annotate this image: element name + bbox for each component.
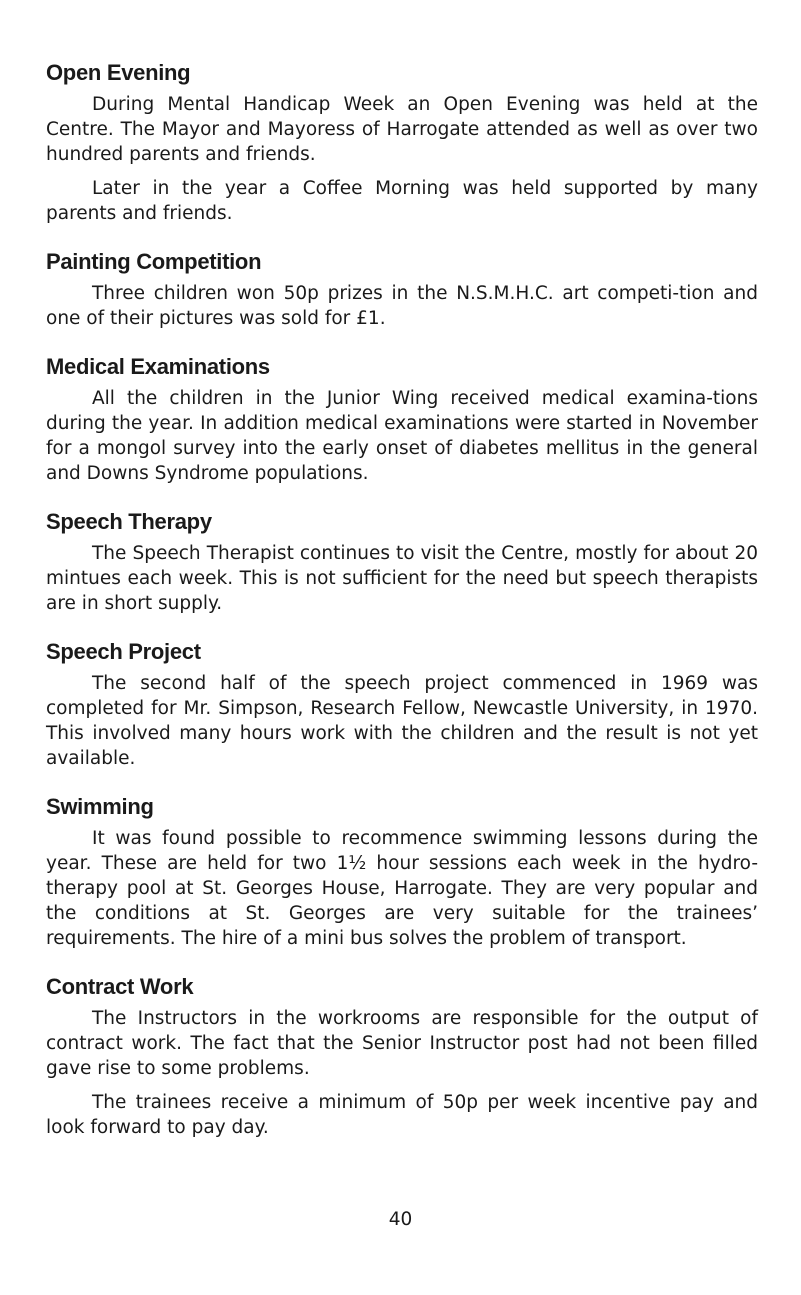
- section-heading: Open Evening: [46, 60, 191, 85]
- paragraph: The second half of the speech project commenced in 1969 was completed for Mr. Simpson, Research Fellow, Newcastle University, in 1970. This involved many hours work with the children and the result is not yet available.: [46, 673, 758, 769]
- section-speech-therapy: [46, 507, 758, 616]
- section-painting-competition: [46, 247, 758, 331]
- paragraph: The trainees receive a minimum of 50p per week incentive pay and look forward to pay day.: [46, 1092, 758, 1138]
- section-swimming: [46, 792, 758, 951]
- paragraph: Three children won 50p prizes in the N.S.M.H.C. art competi-tion and one of their pictures was sold for £1.: [46, 283, 758, 329]
- document-page: [46, 58, 758, 1149]
- section-open-evening: [46, 58, 758, 226]
- section-heading: Speech Therapy: [46, 509, 212, 534]
- paragraph: The Instructors in the workrooms are responsible for the output of contract work. The fact that the Senior Instructor post had not been filled gave rise to some problems.: [46, 1008, 758, 1079]
- paragraph: The Speech Therapist continues to visit the Centre, mostly for about 20 mintues each week. This is not sufficient for the need but speech therapists are in short supply.: [46, 543, 758, 614]
- page-number: 40: [388, 1209, 413, 1230]
- paragraph: It was found possible to recommence swimming lessons during the year. These are held for two 1½ hour sessions each week in the hydro-therapy pool at St. Georges House, Harrogate. They are very popular and the conditions at St. Georges are very suitable for the trainees’ requirements. The hire of a mini bus solves the problem of transport.: [46, 828, 758, 949]
- section-heading: Swimming: [46, 794, 154, 819]
- section-heading: Contract Work: [46, 974, 194, 999]
- section-heading: Speech Project: [46, 639, 201, 664]
- section-heading: Painting Competition: [46, 249, 262, 274]
- section-medical-examinations: [46, 352, 758, 486]
- paragraph: Later in the year a Coffee Morning was held supported by many parents and friends.: [46, 178, 758, 224]
- section-contract-work: [46, 972, 758, 1140]
- paragraph: All the children in the Junior Wing received medical examina-tions during the year. In addition medical examinations were started in November for a mongol survey into the early onset of diabetes mellitus in the general and Downs Syndrome populations.: [46, 388, 758, 484]
- section-speech-project: [46, 637, 758, 771]
- section-heading: Medical Examinations: [46, 354, 270, 379]
- paragraph: During Mental Handicap Week an Open Evening was held at the Centre. The Mayor and Mayoress of Harrogate attended as well as over two hundred parents and friends.: [46, 94, 758, 165]
